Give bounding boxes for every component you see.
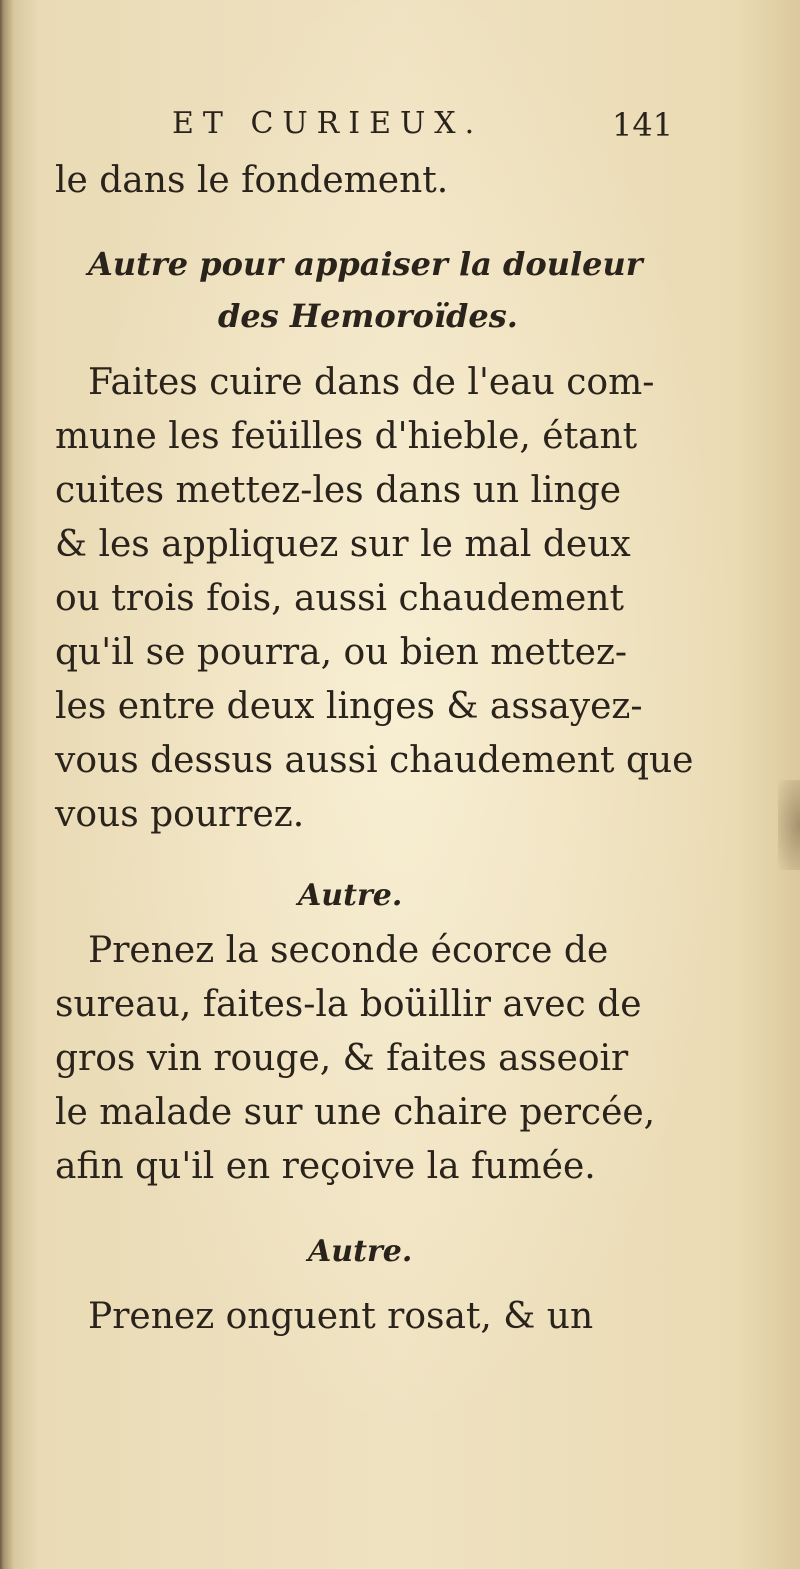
text-line: Prenez onguent rosat, & un [88, 1296, 594, 1337]
text-line: ou trois fois, aussi chaudement [55, 578, 624, 619]
section-heading: Autre pour appaiser la douleur [88, 245, 643, 283]
page-edge-shadow [778, 780, 800, 870]
page-number: 141 [612, 106, 674, 144]
text-line: & les appliquez sur le mal deux [55, 524, 631, 565]
text-line: mune les feüilles d'hieble, étant [55, 416, 638, 457]
text-line: afin qu'il en reçoive la fumée. [55, 1146, 596, 1187]
section-heading: Autre. [308, 1234, 413, 1269]
section-heading: Autre. [298, 878, 403, 913]
text-line: Prenez la seconde écorce de [88, 930, 609, 971]
running-head: ET CURIEUX. [172, 106, 484, 141]
text-line: gros vin rouge, & faites asseoir [55, 1038, 629, 1079]
text-line: le malade sur une chaire percée, [55, 1092, 656, 1133]
text-line: vous pourrez. [55, 794, 305, 835]
carry-over-line: le dans le fondement. [55, 160, 449, 201]
text-line: cuites mettez-les dans un linge [55, 470, 622, 511]
text-line: Faites cuire dans de l'eau com- [88, 362, 655, 403]
text-line: les entre deux linges & assayez- [55, 686, 643, 727]
text-line: vous dessus aussi chaudement que [55, 740, 694, 781]
section-heading-continued: des Hemoroïdes. [218, 297, 518, 335]
text-line: sureau, faites-la boüillir avec de [55, 984, 642, 1025]
page-header [0, 106, 800, 146]
text-line: qu'il se pourra, ou bien mettez- [55, 632, 628, 673]
